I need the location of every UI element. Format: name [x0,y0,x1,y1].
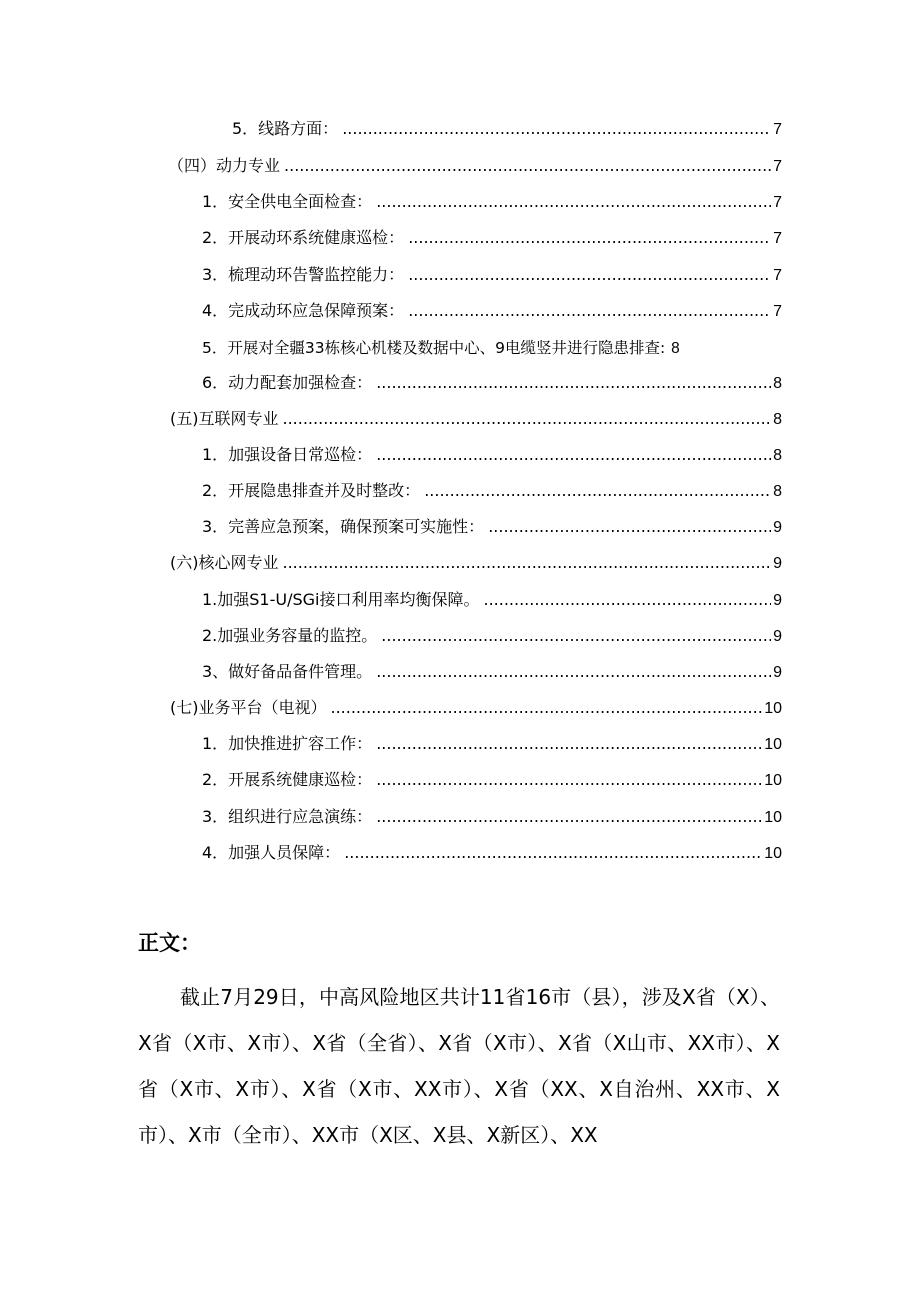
toc-entry-4-6[interactable] [202,372,782,395]
toc-leader-dots [376,372,771,394]
toc-entry-label: 2．开展动环系统健康巡检： [202,228,405,247]
toc-entry-4-3[interactable] [202,264,782,287]
toc-entry-page: 8 [773,375,782,392]
toc-leader-dots [283,408,772,430]
toc-leader-dots [381,625,771,647]
toc-entry-7-4[interactable] [202,842,782,865]
toc-entry-label: 1．安全供电全面检查： [202,192,373,211]
toc-entry-page: 8 [773,483,782,500]
toc-leader-dots [483,589,771,611]
toc-leader-dots [376,444,771,466]
toc-entry-6-3[interactable] [202,661,782,684]
toc-entry-page: 7 [773,230,782,247]
toc-leader-dots [376,733,762,755]
toc-entry-page: 10 [764,772,782,789]
toc-entry-page: 10 [764,736,782,753]
toc-entry-label: 3．完善应急预案，确保预案可实施性： [202,517,485,536]
toc-leader-dots [408,264,771,286]
toc-entry-7-3[interactable] [202,806,782,829]
toc-entry-page: 9 [773,628,782,645]
toc-entry-label: 1．加强设备日常巡检： [202,445,373,464]
toc-entry-page: 9 [773,592,782,609]
toc-entry-7-1[interactable] [202,733,782,756]
toc-entry-page: 8 [773,447,782,464]
toc-leader-dots [376,661,771,683]
toc-entry-page: 7 [773,194,782,211]
toc-entry-5-1[interactable] [202,444,782,467]
toc-entry-6-2[interactable] [202,625,782,648]
toc-entry-label: 3．组织进行应急演练： [202,807,373,826]
toc-entry-label: (五)互联网专业 [170,409,279,428]
toc-leader-dots [376,806,762,828]
toc-entry-label: 3、做好备品备件管理。 [202,662,373,681]
toc-entry-4-2[interactable] [202,227,782,250]
toc-entry-page: 8 [671,340,680,357]
toc-leader-dots [408,227,771,249]
toc-entry-label: (六)核心网专业 [170,553,279,572]
toc-entry-label: 5．线路方面： [232,119,339,138]
toc-entry-label: 1.加强S1-U/SGi接口利用率均衡保障。 [202,590,480,609]
toc-entry-page: 10 [764,845,782,862]
toc-entry-page: 9 [773,519,782,536]
toc-entry-section-6[interactable] [170,552,782,575]
body-heading: 正文： [138,931,201,955]
toc-entry-page: 7 [773,121,782,138]
toc-entry-label: 2．开展隐患排查并及时整改： [202,481,421,500]
toc-leader-dots [376,769,762,791]
toc-entry-label: 6．动力配套加强检查： [202,373,373,392]
toc-leader-dots [344,842,762,864]
toc-entry-section-7[interactable] [170,697,782,720]
body-paragraph: 截止7月29日，中高风险地区共计11省16市（县），涉及X省（X）、X省（X市、X市）、X省（全省）、X省（X市）、X省（X山市、XX市）、X省（X市、X市）、X省（X市、XX市）、X省（XX、X自治州、XX市、X市）、X市（全市）、XX市（X区、X县、X新区）、XX [138,985,780,1147]
toc-entry-page: 7 [773,158,782,175]
toc-leader-dots [424,480,771,502]
toc-entry-page: 9 [773,664,782,681]
toc-entry-4-4[interactable] [202,300,782,323]
toc-entry-label: 5．开展对全疆33栋核心机楼及数据中心、9电缆竖井进行隐患排查: [202,339,666,357]
toc-entry-7-2[interactable] [202,769,782,792]
toc-entry-page: 10 [764,700,782,717]
toc-leader-dots [408,300,771,322]
toc-entry-section-5[interactable] [170,408,782,431]
toc-entry-label: （四）动力专业 [168,156,281,175]
toc-entry-4-5[interactable] [202,337,792,360]
toc-entry-section-4[interactable] [168,155,782,178]
toc-entry-label: 4．完成动环应急保障预案： [202,301,405,320]
toc-entry-4-1[interactable] [202,191,782,214]
toc-entry-5-2[interactable] [202,480,782,503]
toc-entry-label: 3．梳理动环告警监控能力： [202,265,405,284]
toc-leader-dots [284,155,771,177]
toc-leader-dots [331,697,763,719]
toc-entry-page: 9 [773,555,782,572]
toc-entry-page: 7 [773,267,782,284]
toc-entry-page: 8 [773,411,782,428]
toc-entry-5-3[interactable] [202,516,782,539]
toc-leader-dots [488,516,771,538]
toc-entry-label: 4．加强人员保障： [202,843,341,862]
toc-entry-6-1[interactable] [202,589,782,612]
toc-leader-dots [283,552,772,574]
toc-leader-dots [376,191,771,213]
toc-entry-page: 7 [773,303,782,320]
toc-entry-page: 10 [764,809,782,826]
toc-leader-dots [342,118,771,140]
toc-entry-label: 2.加强业务容量的监控。 [202,626,378,645]
toc-entry-label: (七)业务平台（电视） [170,698,327,717]
toc-entry-label: 2．开展系统健康巡检： [202,770,373,789]
toc-entry-label: 1．加快推进扩容工作： [202,734,373,753]
toc-entry-line-5[interactable] [232,118,782,141]
